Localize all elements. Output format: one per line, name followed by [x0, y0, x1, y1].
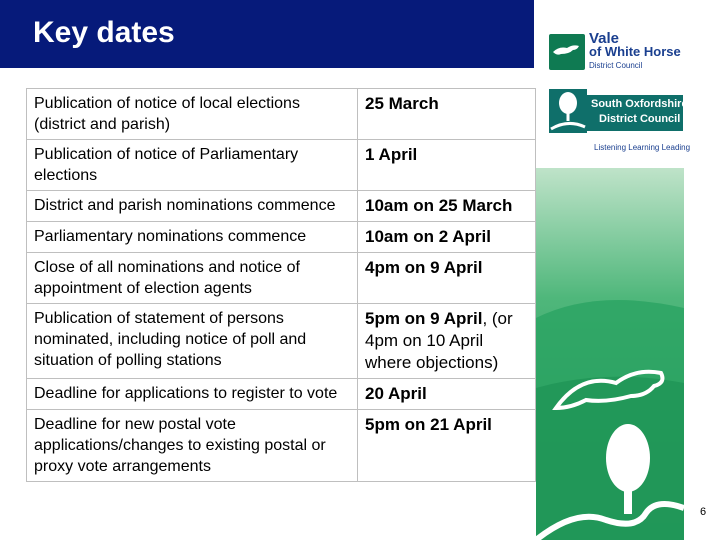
table-row — [27, 191, 536, 222]
vale-logo-line2: of White Horse — [589, 44, 681, 59]
date-cell: 5pm on 21 April — [358, 410, 536, 482]
table-row — [27, 410, 536, 482]
key-dates-table — [26, 88, 536, 482]
event-cell: District and parish nominations commence — [27, 191, 358, 222]
table-row — [27, 89, 536, 140]
table-row — [27, 253, 536, 304]
date-cell: 20 April — [358, 379, 536, 410]
event-cell: Publication of notice of Parliamentary elections — [27, 140, 358, 191]
slide-title: Key dates — [33, 16, 175, 49]
south-oxfordshire-logo — [549, 89, 689, 153]
vale-logo-line1: Vale — [589, 30, 620, 47]
date-cell: 1 April — [358, 140, 536, 191]
so-logo-line2: District Council — [599, 113, 681, 125]
vale-logo-line3: District Council — [589, 61, 643, 70]
vale-logo-text — [589, 32, 681, 72]
page-number: 6 — [700, 506, 707, 518]
table-row — [27, 222, 536, 253]
table-row — [27, 379, 536, 410]
date-cell: 10am on 2 April — [358, 222, 536, 253]
table-row — [27, 304, 536, 379]
event-cell: Publication of notice of local elections (district and parish) — [27, 89, 358, 140]
date-cell — [358, 304, 536, 379]
title-bar — [0, 0, 534, 68]
date-cell: 10am on 25 March — [358, 191, 536, 222]
tree-emblem-icon — [549, 89, 587, 133]
event-cell: Close of all nominations and notice of appointment of election agents — [27, 253, 358, 304]
date-cell: 4pm on 9 April — [358, 253, 536, 304]
event-cell: Publication of statement of persons nominated, including notice of poll and situation of polling stations — [27, 304, 358, 379]
event-cell: Parliamentary nominations commence — [27, 222, 358, 253]
so-logo-tagline: Listening Learning Leading — [594, 143, 691, 152]
event-cell: Deadline for new postal vote applications/changes to existing postal or proxy vote arrangements — [27, 410, 358, 482]
event-cell: Deadline for applications to register to vote — [27, 379, 358, 410]
landscape-illustration — [536, 168, 684, 540]
so-logo-line1: South Oxfordshire — [591, 98, 688, 110]
date-primary: 5pm on 9 April — [365, 309, 483, 328]
so-logo-name — [591, 97, 688, 127]
date-cell: 25 March — [358, 89, 536, 140]
white-horse-icon — [549, 34, 585, 70]
vale-of-white-horse-logo — [549, 32, 689, 72]
date-extra: , (or 4pm on 10 April where objections) — [365, 309, 513, 372]
table-row — [27, 140, 536, 191]
